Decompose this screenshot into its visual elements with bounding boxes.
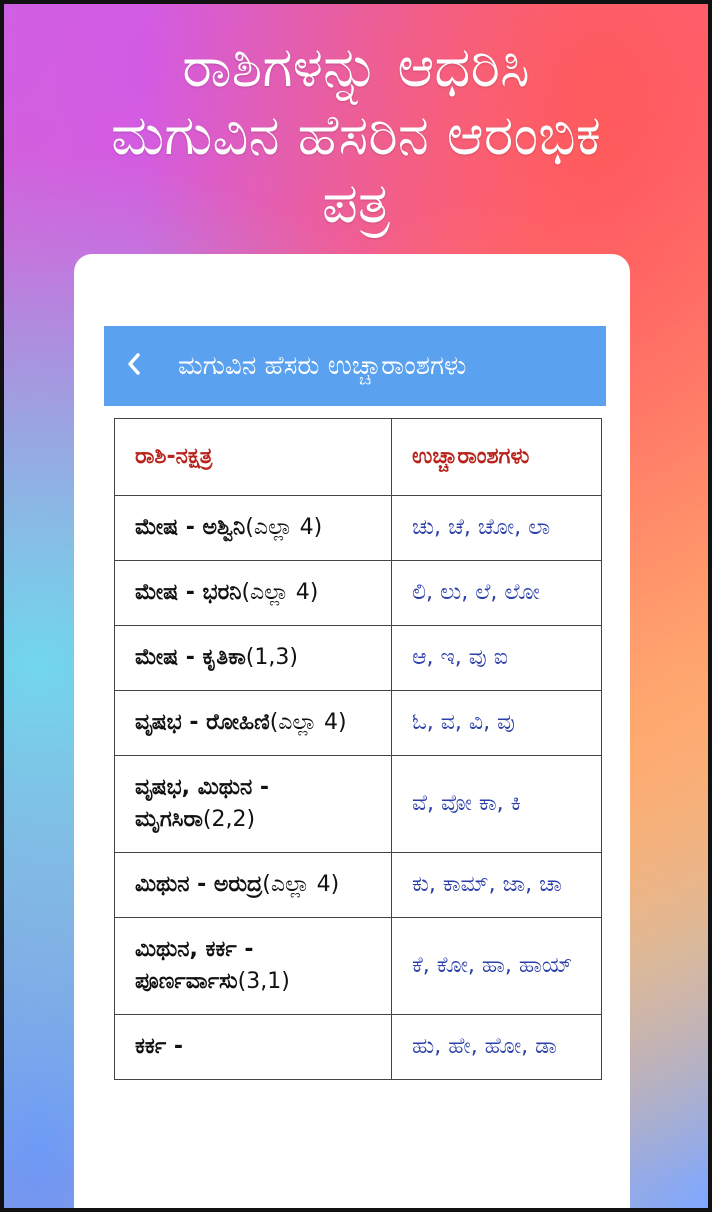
syllables-cell: ಲಿ, ಲು, ಲೆ, ಲೋ xyxy=(392,561,602,626)
rashi-nakshatra-cell xyxy=(115,853,392,918)
syllable-table-container xyxy=(114,418,602,1080)
chevron-left-icon xyxy=(123,349,145,383)
rashi-nakshatra-name: ಕರ್ಕ - xyxy=(135,1034,183,1059)
rashi-nakshatra-cell xyxy=(115,918,392,1015)
rashi-nakshatra-name: ಮೇಷ - ಭರನಿ xyxy=(135,580,242,605)
rashi-nakshatra-name: ವೃಷಭ - ರೋಹಿಣಿ xyxy=(135,710,270,735)
pada-note: (ಎಲ್ಲಾ 4) xyxy=(262,872,340,897)
pada-note: (3,1) xyxy=(237,969,290,994)
pada-note: (ಎಲ್ಲಾ 4) xyxy=(241,580,319,605)
pada-note: (ಎಲ್ಲಾ 4) xyxy=(245,515,323,540)
rashi-nakshatra-name: ವೃಷಭ, ಮಿಥುನ - ಮೃಗಸಿರಾ xyxy=(135,775,269,832)
header-syllables: ಉಚ್ಚಾರಾಂಶಗಳು xyxy=(392,419,602,496)
table-row xyxy=(115,691,602,756)
table-row xyxy=(115,918,602,1015)
table-row xyxy=(115,561,602,626)
rashi-nakshatra-cell xyxy=(115,561,392,626)
promo-background xyxy=(4,4,708,1208)
syllables-cell: ಆ, ಇ, ವು ಐ xyxy=(392,626,602,691)
syllable-table xyxy=(114,418,602,1080)
pada-note: (1,3) xyxy=(245,645,298,670)
rashi-nakshatra-cell xyxy=(115,496,392,561)
table-row xyxy=(115,1015,602,1080)
rashi-nakshatra-name: ಮೇಷ - ಕೃತಿಕಾ xyxy=(135,645,246,670)
headline-line-2: ಮಗುವಿನ ಹೆಸರಿನ ಆರಂಭಿಕ xyxy=(111,103,601,168)
syllables-cell: ಚು, ಚೆ, ಚೋ, ಲಾ xyxy=(392,496,602,561)
app-bar-title: ಮಗುವಿನ ಹೆಸರು ಉಚ್ಚಾರಾಂಶಗಳು xyxy=(178,350,467,381)
rashi-nakshatra-cell xyxy=(115,626,392,691)
pada-note: (ಎಲ್ಲಾ 4) xyxy=(269,710,347,735)
table-row xyxy=(115,853,602,918)
headline-line-3: ಪತ್ರ xyxy=(322,171,390,236)
rashi-nakshatra-name: ಮಿಥುನ, ಕರ್ಕ - ಪೂರ್ಣರ್ವಾಸು xyxy=(135,937,254,994)
syllables-cell: ಕು, ಕಾಮ್, ಜಾ, ಚಾ xyxy=(392,853,602,918)
syllables-cell: ವೆ, ವೋ ಕಾ, ಕಿ xyxy=(392,756,602,853)
phone-screen xyxy=(74,254,630,1208)
rashi-nakshatra-cell xyxy=(115,756,392,853)
back-button[interactable] xyxy=(104,326,164,406)
table-row xyxy=(115,756,602,853)
pada-note: (2,2) xyxy=(202,807,256,832)
table-row xyxy=(115,496,602,561)
table-row xyxy=(115,626,602,691)
rashi-nakshatra-name: ಮೇಷ - ಅಶ್ವಿನಿ xyxy=(135,515,246,540)
app-bar xyxy=(104,326,606,406)
headline-line-1: ರಾಶಿಗಳನ್ನು ಆಧರಿಸಿ xyxy=(182,35,530,100)
syllables-cell: ಓ, ವ, ವಿ, ವು xyxy=(392,691,602,756)
promo-headline xyxy=(4,34,708,238)
syllables-cell: ಹು, ಹೇ, ಹೋ, ಡಾ xyxy=(392,1015,602,1080)
table-header-row xyxy=(115,419,602,496)
syllables-cell: ಕೆ, ಕೋ, ಹಾ, ಹಾಯ್ xyxy=(392,918,602,1015)
rashi-nakshatra-cell xyxy=(115,1015,392,1080)
rashi-nakshatra-cell xyxy=(115,691,392,756)
header-rashi-nakshatra: ರಾಶಿ-ನಕ್ಷತ್ರ xyxy=(115,419,392,496)
rashi-nakshatra-name: ಮಿಥುನ - ಅರುದ್ರ xyxy=(135,872,263,897)
